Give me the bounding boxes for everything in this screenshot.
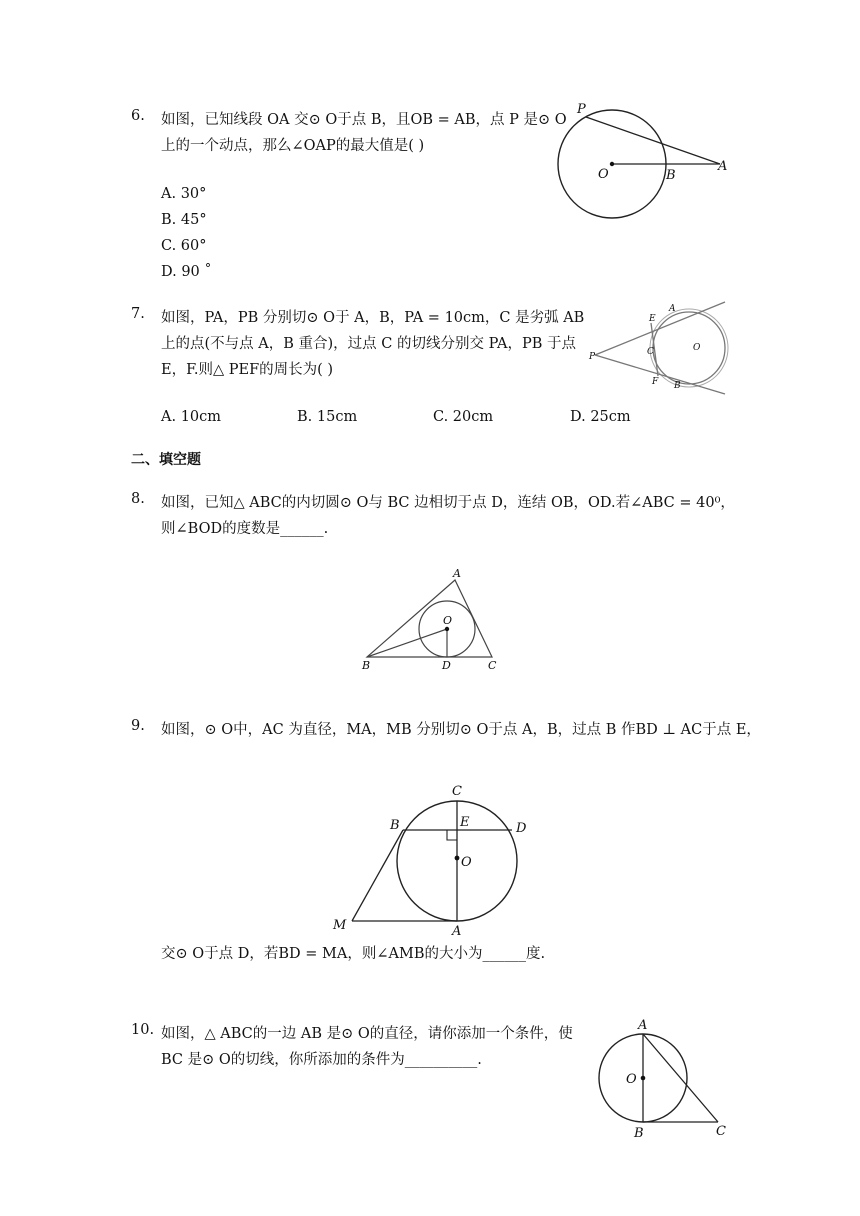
q8-text-line2: 则∠BOD的度数是______. <box>161 521 329 537</box>
q6-label-b: B <box>666 168 676 183</box>
q7-option-d: D. 25cm <box>570 409 631 425</box>
q9-tangent-mb <box>352 830 403 921</box>
q6-text-line1: 如图，已知线段 OA 交⊙ O于点 B，且OB = AB，点 P 是⊙ O <box>161 112 567 128</box>
q10-center-dot <box>641 1076 646 1081</box>
q6-center-dot <box>610 162 614 166</box>
q7-tangent-pa <box>595 302 725 355</box>
q7-label-c: C <box>647 347 654 357</box>
q7-label-e: E <box>649 314 656 324</box>
q7-option-c: C. 20cm <box>433 409 494 425</box>
q9-label-c: C <box>452 784 462 799</box>
q7-figure <box>585 298 730 398</box>
q6-segment-pa <box>586 117 720 164</box>
q10-text-line2: BC 是⊙ O的切线，你所添加的条件为__________. <box>161 1052 482 1068</box>
q8-label-a: A <box>453 567 461 580</box>
q8-figure <box>355 565 515 680</box>
q10-label-o: O <box>626 1072 637 1087</box>
q10-label-c: C <box>716 1124 726 1139</box>
q6-label-a: A <box>718 159 728 174</box>
q7-tangent-pb <box>595 355 725 394</box>
q8-label-d: D <box>442 659 451 672</box>
q7-label-f: F <box>652 377 659 387</box>
q7-option-a: A. 10cm <box>161 409 222 425</box>
q9-label-a: A <box>452 924 462 939</box>
q9-text-line1: 如图，⊙ O中，AC 为直径，MA，MB 分别切⊙ O于点 A，B，过点 B 作BD ⊥ AC于点 E， <box>161 722 761 738</box>
q7-option-b: B. 15cm <box>297 409 358 425</box>
q6-label-o: O <box>598 167 609 182</box>
q9-label-o: O <box>461 855 472 870</box>
q7-label-p: P <box>589 352 596 362</box>
q10-label-b: B <box>634 1126 644 1141</box>
section-title-fill-in: 二、填空题 <box>131 452 201 468</box>
q7-label-b: B <box>674 381 681 391</box>
q7-text-line1: 如图，PA，PB 分别切⊙ O于 A，B，PA = 10cm，C 是劣弧 AB <box>161 310 585 326</box>
q10-figure <box>590 1013 735 1143</box>
q6-option-c: C. 60° <box>161 238 207 254</box>
q7-text-line2: 上的点(不与点 A，B 重合)，过点 C 的切线分别交 PA，PB 于点 <box>161 336 576 352</box>
q9-text-line2: 交⊙ O于点 D，若BD = MA，则∠AMB的大小为______度. <box>161 946 546 962</box>
q10-segment-ac <box>643 1034 718 1122</box>
q6-option-a: A. 30° <box>161 186 207 202</box>
q6-option-b: B. 45° <box>161 212 207 228</box>
q8-label-o: O <box>443 614 453 627</box>
q6-figure <box>550 95 740 225</box>
q7-label-a: A <box>669 304 676 314</box>
q6-option-d: D. 90 ˚ <box>161 264 212 280</box>
q7-circle <box>653 312 725 384</box>
q9-center-dot <box>455 856 460 861</box>
q7-number: 7. <box>131 306 145 322</box>
q9-label-e: E <box>460 815 470 830</box>
q8-segment-ob <box>367 629 447 657</box>
q9-figure <box>330 778 545 938</box>
q8-text-line1: 如图，已知△ ABC的内切圆⊙ O与 BC 边相切于点 D，连结 OB，OD.若∠ABC = 40⁰， <box>161 495 735 511</box>
q9-number: 9. <box>131 718 145 734</box>
q6-number: 6. <box>131 108 145 124</box>
q8-center-dot <box>445 627 449 631</box>
q9-right-angle-mark <box>447 830 457 840</box>
q8-label-b: B <box>362 659 371 672</box>
q7-text-line3: E，F.则△ PEF的周长为( ) <box>161 362 334 378</box>
q8-label-c: C <box>488 659 497 672</box>
q9-label-m: M <box>333 918 347 933</box>
q10-text-line1: 如图，△ ABC的一边 AB 是⊙ O的直径，请你添加一个条件，使 <box>161 1026 573 1042</box>
q7-label-o: O <box>693 343 701 353</box>
q9-label-b: B <box>390 818 400 833</box>
q9-label-d: D <box>516 821 527 836</box>
q10-label-a: A <box>638 1018 648 1033</box>
q6-label-p: P <box>577 102 586 117</box>
q6-text-line2: 上的一个动点，那么∠OAP的最大值是( ) <box>161 138 425 154</box>
q10-number: 10. <box>131 1022 155 1038</box>
q8-number: 8. <box>131 491 145 507</box>
